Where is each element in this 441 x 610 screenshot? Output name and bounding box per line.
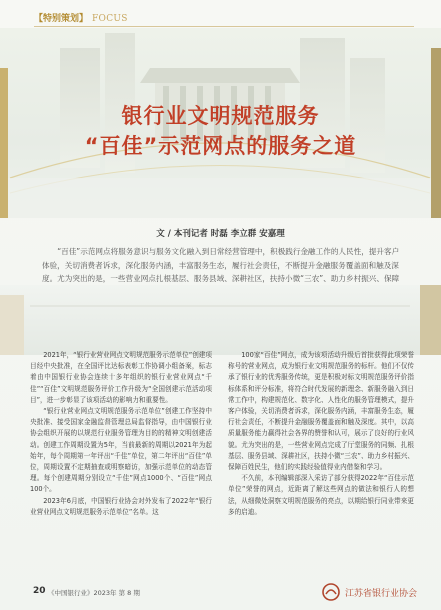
article-title: 银行业文明规范服务 xyxy=(121,104,320,128)
page-footer xyxy=(0,580,441,606)
journal-issue: 《中国银行业》2023年 第 8 期 xyxy=(48,589,140,597)
page-number: 20 xyxy=(33,586,46,596)
article-subtitle: “百佳”示范网点的服务之道 xyxy=(84,134,357,158)
body-paragraph: 2021年，“银行业营业网点文明规范服务示范单位”创建项目经中央批准，在全国评比达标表彰工作协调小组备案，标志着由中国银行业协会连续十多年组织的银行业营业网点“千佳”“百佳”文明规范服务评价工作升级为“全国创建示范活动项目”，进一步彰显了该项活动的影响力和重要性。 xyxy=(30,351,212,404)
section-divider xyxy=(34,26,414,27)
bank-hall-photo xyxy=(0,285,441,355)
association-name: 江苏省银行业协会 xyxy=(345,589,418,599)
abstract-text: “百佳”示范网点将服务意识与服务文化融入到日常经营管理中，积极践行金融工作的人民性，提升客户体验，关切消费者诉求，深化服务内涵，丰富服务生态，履行社会责任，不断提升金融服务覆盖面和触及深度。尤为突出的是，一些营业网点扎根基层、服务县域、深耕社区，扶持小微“三农”、助力乡村振兴、保障 xyxy=(42,247,400,283)
section-tag-cn: 【特别策划】 xyxy=(34,14,89,24)
body-paragraph: 不久前，本刊编辑部深入采访了部分获得2022年“百佳示范单位”荣誉的网点，近距离了解这些网点的做法和银行人的想法，从细微处洞察文明规范服务的亮点，以期给银行同业带来更多的启迪。 xyxy=(228,474,414,516)
association-emblem-icon xyxy=(321,582,341,602)
section-tag xyxy=(34,12,128,26)
article-byline: 文 / 本刊记者 时磊 李立群 安嘉理 xyxy=(156,229,285,239)
association-logo xyxy=(321,582,418,602)
body-paragraph: 100家“百佳”网点，成为该项活动升级后首批获得此项荣誉称号的营业网点，成为银行业文明规范服务的标杆。他们不仅传承了银行业的优秀服务传统，更是积极对标文明规范服务评价指标体系和评分标准，将符合时代发展的新理念、新服务融入到日常工作中，构建规范化、数字化、人性化的服务管理模式，提升客户体验，关切消费者诉求，深化服务内涵，丰富服务生态，履行社会责任，不断提升金融服务覆盖面和触及深度。其中，以高质量服务能力赢得社会各界的赞誉和认可，展示了良好的行业风貌。尤为突出的是，一些营业网点完成了厅堂服务的同频、扎根基层、服务县域、深耕社区，扶持小微“三农”、助力乡村振兴、保障百姓民生，他们的实践经验值得业内借鉴和学习。 xyxy=(228,351,414,472)
article-column-left xyxy=(30,350,212,518)
bank-hall-graphic xyxy=(0,285,441,355)
article-column-right xyxy=(228,350,414,518)
body-paragraph: “银行业营业网点文明规范服务示范单位”创建工作坚持中央批准、接受国家金融监督管理总局监督指导，由中国银行业协会组织开展的以规范行业服务管理为目的的精神文明创建活动。创建工作周期设置为5年，当前最新的周期以2021年为起始年，每个周期第一年评出“千佳”单位，第二年评出“百佳”单位，周期设置不定期抽查或明察暗访，加强示范单位的动态管理。每个创建周期分别设立“千佳”网点1000个、“百佳”网点100个。 xyxy=(30,407,212,494)
section-tag-en: FOCUS xyxy=(92,14,128,24)
body-paragraph: 2023年6月底，中国银行业协会对外发布了2022年“银行业营业网点文明规范服务示范单位”名单。这 xyxy=(30,496,212,516)
